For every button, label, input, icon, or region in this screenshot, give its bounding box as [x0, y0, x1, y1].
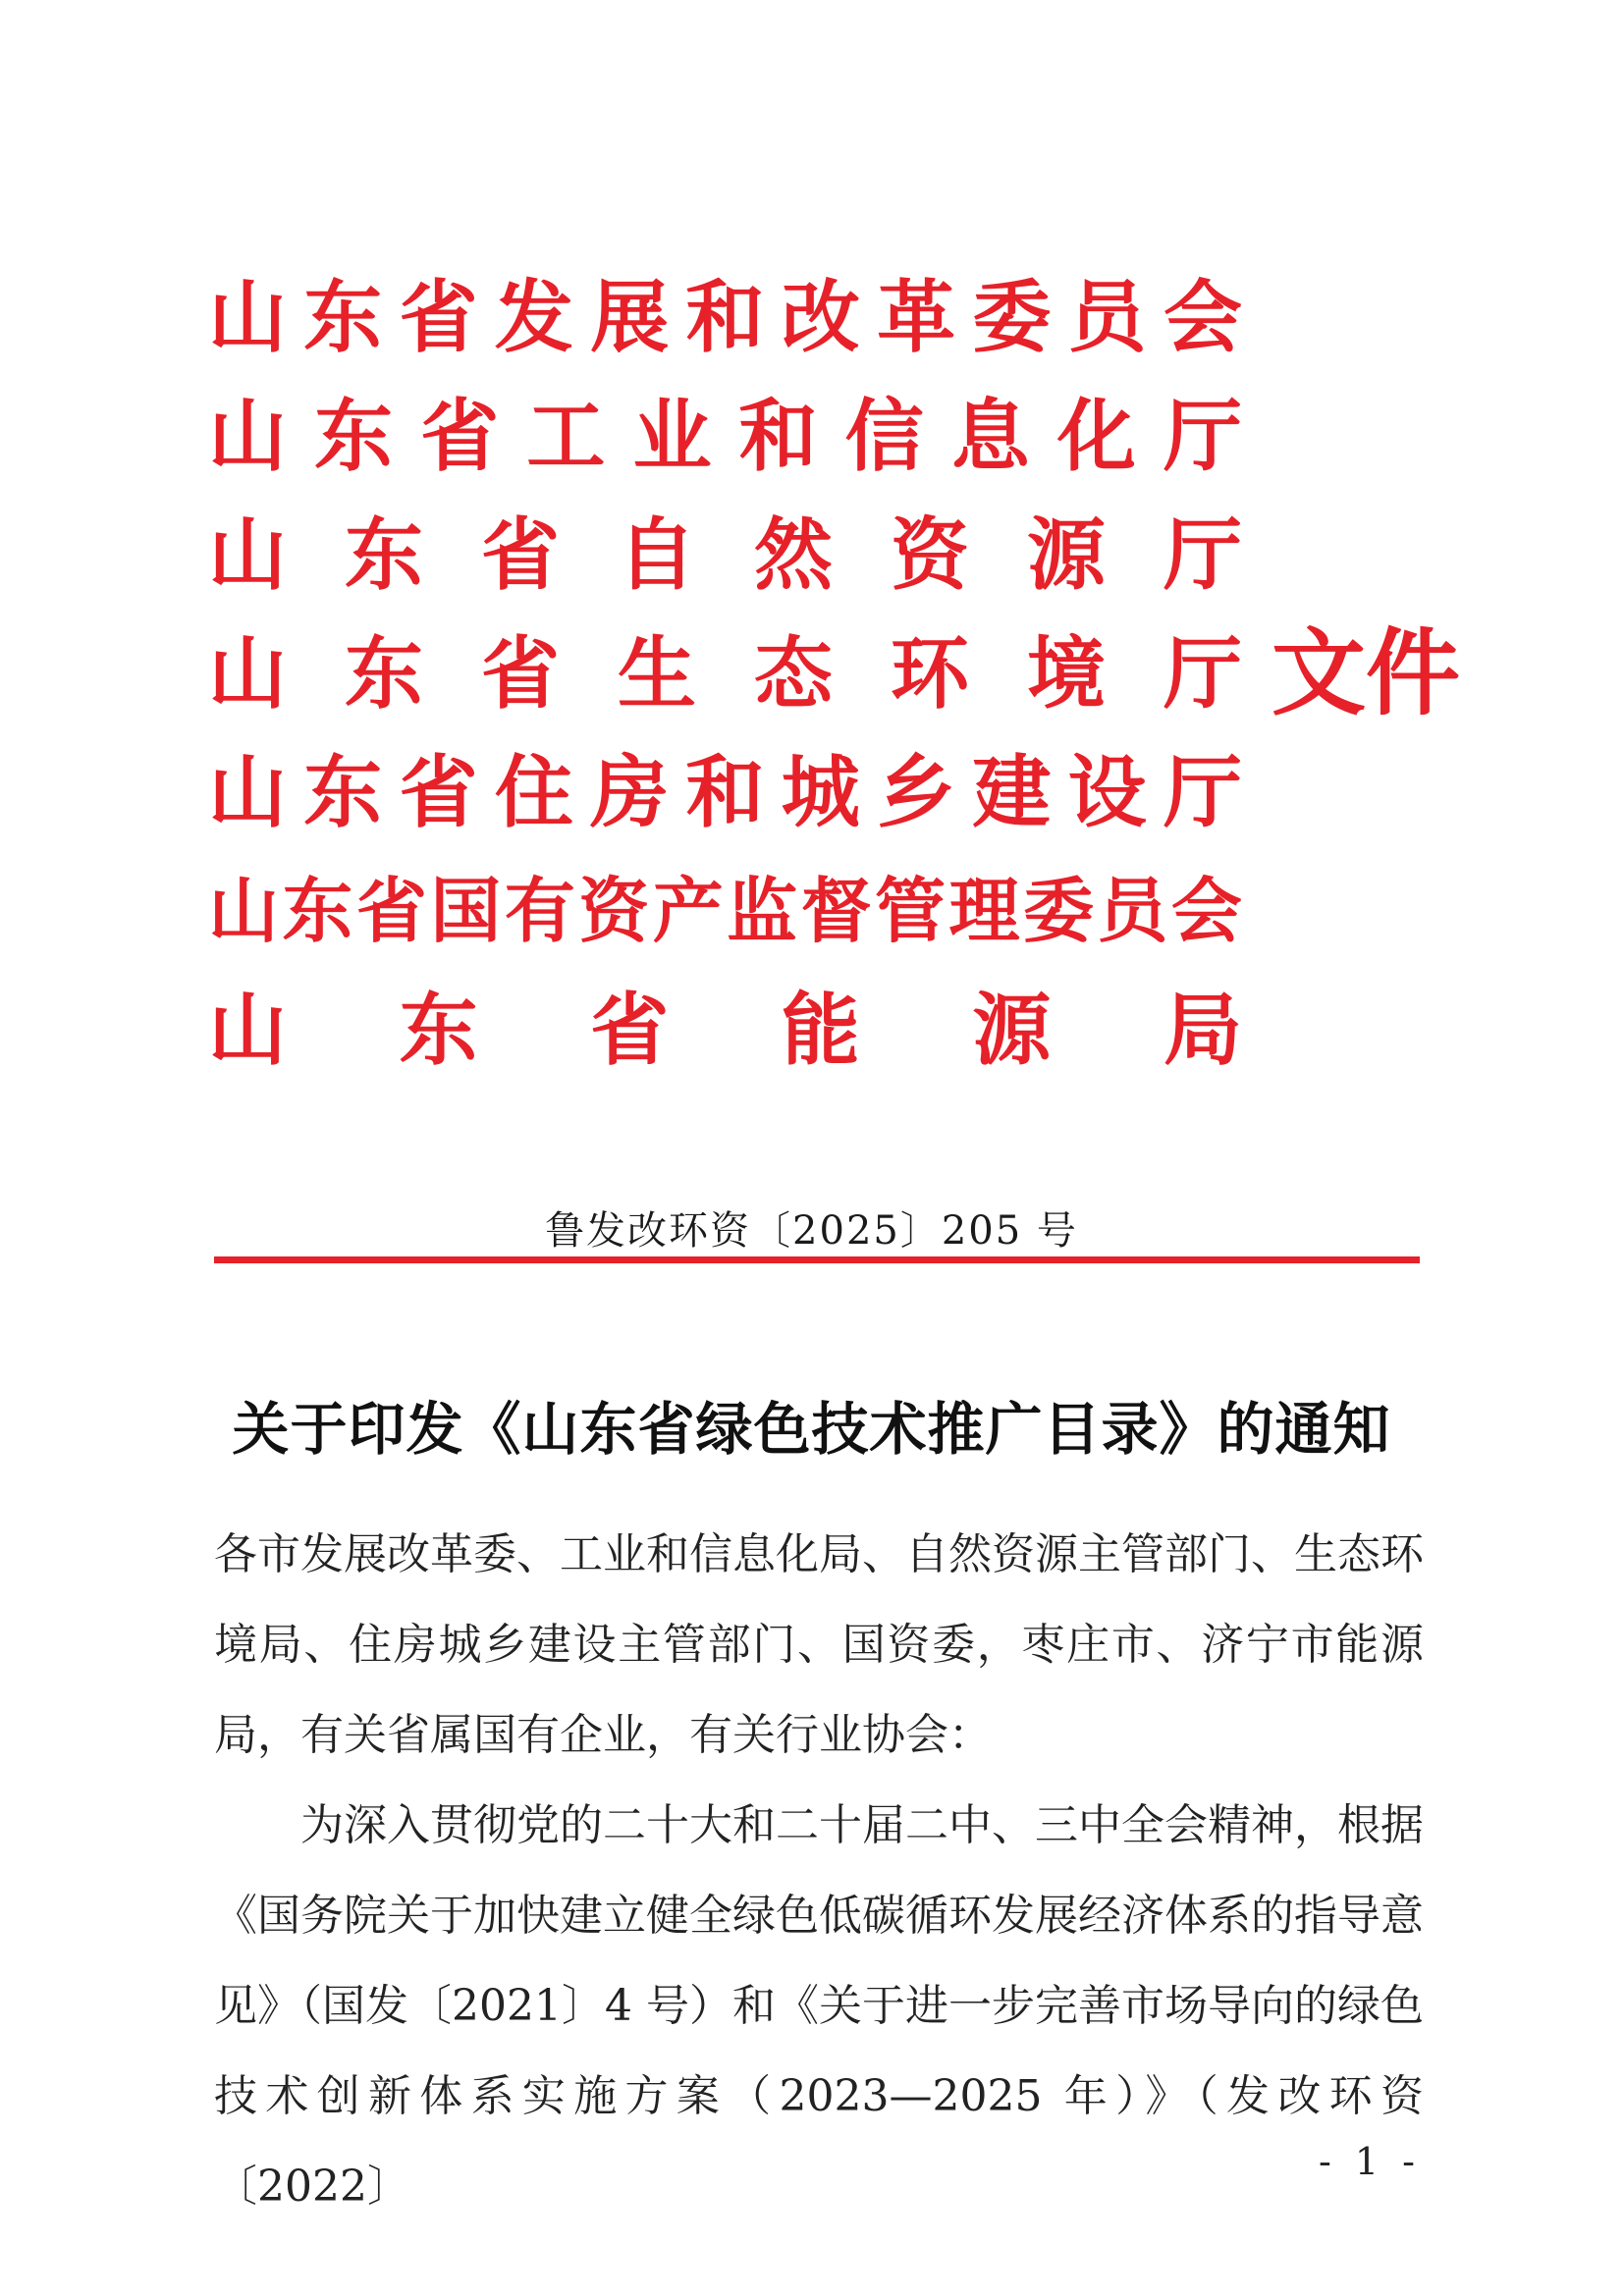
agency-name: 山 东 省 生 态 环 境 厅 [208, 626, 1242, 720]
agency-name: 山 东 省 自 然 资 源 厅 [208, 507, 1242, 601]
agency-name: 山 东 省 工 业 和 信 息 化 厅 [208, 389, 1242, 482]
agency-lines [208, 257, 1460, 1089]
agency-name: 山 东 省 国 有 资 产 监 督 管 理 委 员 会 [208, 868, 1242, 952]
document-number: 鲁发改环资〔2025〕205 号 [545, 1208, 1078, 1254]
agency-row [208, 614, 1460, 732]
agency-name: 山 东 省 住 房 和 城 乡 建 设 厅 [208, 745, 1242, 838]
body-paragraph: 为深入贯彻党的二十大和二十届二中、三中全会精神，根据《国务院关于加快建立健全绿色低碳循环发展经济体系的指导意见》（国发〔2021〕4 号）和《关于进一步完善市场导向的绿色技术创新体系实施方案（2023—2025 年）》（发改环资〔2022〕 [214, 1800, 1424, 2212]
document-title: 关于印发《山东省绿色技术推广目录》的通知 [232, 1395, 1391, 1463]
agency-row [208, 495, 1460, 614]
agency-name: 山 东 省 发 展 和 改 革 委 员 会 [208, 270, 1242, 363]
document-body [214, 1510, 1424, 2232]
agency-row [208, 851, 1460, 970]
doc-label: 文件 [1271, 616, 1460, 728]
document-header [208, 257, 1460, 1089]
agency-row [208, 970, 1460, 1089]
page-number: - 1 - [1318, 2140, 1421, 2183]
agency-row [208, 376, 1460, 495]
agency-row [208, 257, 1460, 376]
agency-name: 山 东 省 能 源 局 [208, 983, 1242, 1076]
agency-row [208, 732, 1460, 851]
red-divider-rule [214, 1256, 1420, 1263]
addressee-paragraph: 各市发展改革委、工业和信息化局、自然资源主管部门、生态环境局、住房城乡建设主管部门、国资委，枣庄市、济宁市能源局，有关省属国有企业，有关行业协会： [214, 1529, 1424, 1760]
